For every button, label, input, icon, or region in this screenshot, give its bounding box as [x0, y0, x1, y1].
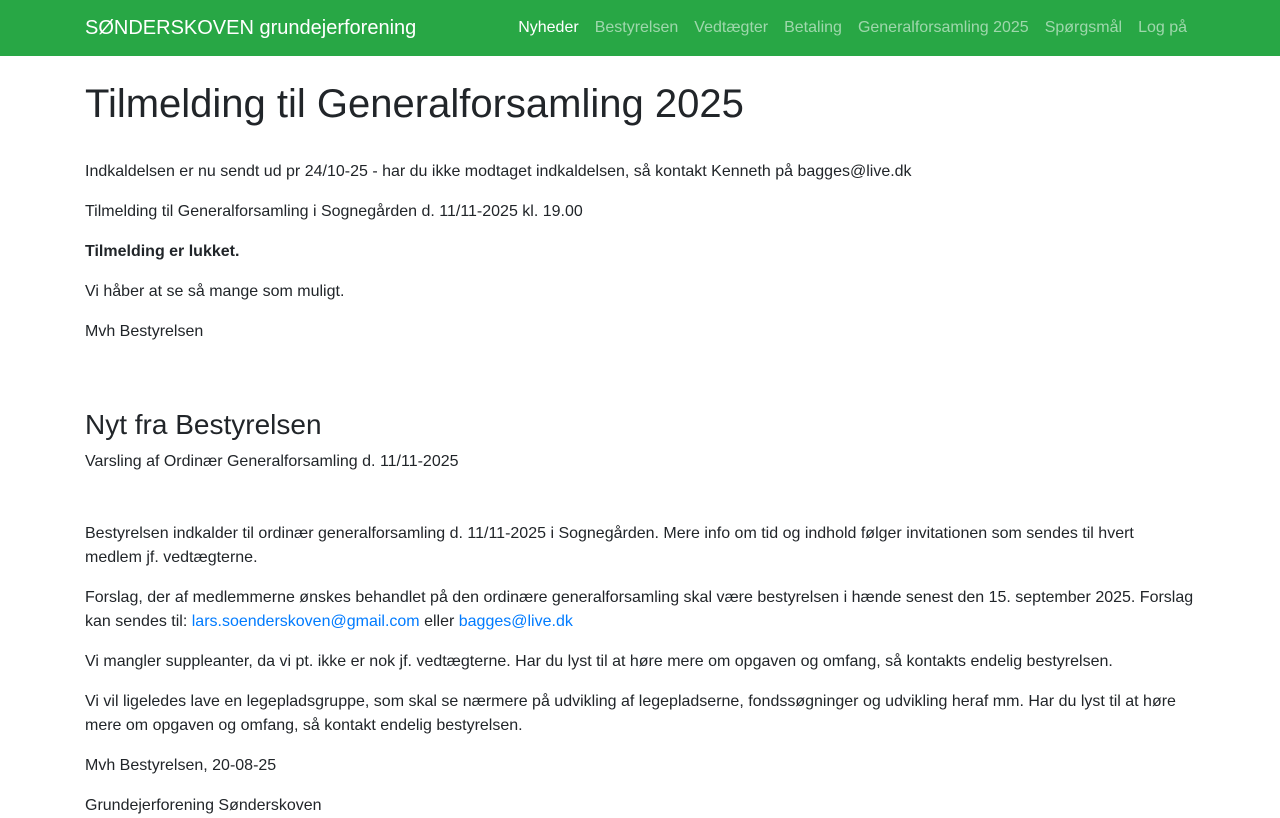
section-subtitle: Varsling af Ordinær Generalforsamling d. 11/11-2025	[85, 453, 459, 470]
proposal-or-text: eller	[419, 613, 459, 630]
invite-paragraph: Bestyrelsen indkalder til ordinær generalforsamling d. 11/11-2025 i Sognegården. Mere info om tid og indhold følger invitationen som sendes til hvert medlem jf. vedtægterne.	[85, 525, 1134, 566]
closed-notice-text: Tilmelding er lukket.	[85, 243, 240, 260]
association-name: Grundejerforening Sønderskoven	[85, 797, 322, 814]
top-navbar	[0, 0, 1280, 56]
email-link-bagges[interactable]: bagges@live.dk	[458, 613, 573, 630]
notice-paragraph: Indkaldelsen er nu sendt ud pr 24/10-25 - har du ikke modtaget indkaldelsen, så kontakt Kenneth på bagges@live.dk	[85, 163, 912, 180]
section-spacer	[85, 360, 1195, 408]
hope-paragraph: Vi håber at se så mange som muligt.	[85, 283, 345, 300]
section-title: Nyt fra Bestyrelsen	[85, 409, 322, 440]
signature-paragraph: Mvh Bestyrelsen	[85, 323, 204, 340]
page-title: Tilmelding til Generalforsamling 2025	[85, 82, 744, 126]
proposal-text: Forslag, der af medlemmerne ønskes behandlet på den ordinære generalforsamling skal være bestyrelsen i hænde senest den 15. september 2025. Forslag kan sendes til:	[85, 589, 1194, 630]
nav-item-bestyrelsen[interactable]: Bestyrelsen	[594, 19, 679, 36]
subtitle-spacer	[85, 490, 1195, 522]
brand-link[interactable]: SØNDERSKOVEN grundejerforening	[85, 17, 417, 39]
signature-date-paragraph: Mvh Bestyrelsen, 20-08-25	[85, 757, 277, 774]
nav-links	[510, 8, 1195, 48]
proposal-paragraph	[85, 586, 1195, 634]
playground-paragraph: Vi vil ligeledes lave en legepladsgruppe, som skal se nærmere på udvikling af legepladserne, fondssøgninger og udvikling heraf mm. Har du lyst til at høre mere om opgaven og omfang, så kontakt endelig bestyrelsen.	[85, 693, 1176, 734]
nav-item-betaling[interactable]: Betaling	[784, 19, 842, 36]
substitutes-paragraph: Vi mangler suppleanter, da vi pt. ikke er nok jf. vedtægterne. Har du lyst til at høre mere om opgaven og omfang, så kontakts endelig bestyrelsen.	[85, 653, 1113, 670]
nav-item-vedtaegter[interactable]: Vedtægter	[694, 19, 769, 36]
nav-item-nyheder[interactable]: Nyheder	[518, 19, 579, 36]
event-paragraph: Tilmelding til Generalforsamling i Sognegården d. 11/11-2025 kl. 19.00	[85, 203, 583, 220]
email-link-lars[interactable]: lars.soenderskoven@gmail.com	[191, 613, 420, 630]
nav-item-spoergsmaal[interactable]: Spørgsmål	[1044, 19, 1123, 36]
closed-notice	[85, 240, 1195, 264]
main-content	[85, 80, 1195, 818]
nav-item-generalforsamling[interactable]: Generalforsamling 2025	[857, 19, 1029, 36]
navbar-inner	[85, 8, 1195, 48]
nav-item-log-paa[interactable]: Log på	[1138, 19, 1187, 36]
